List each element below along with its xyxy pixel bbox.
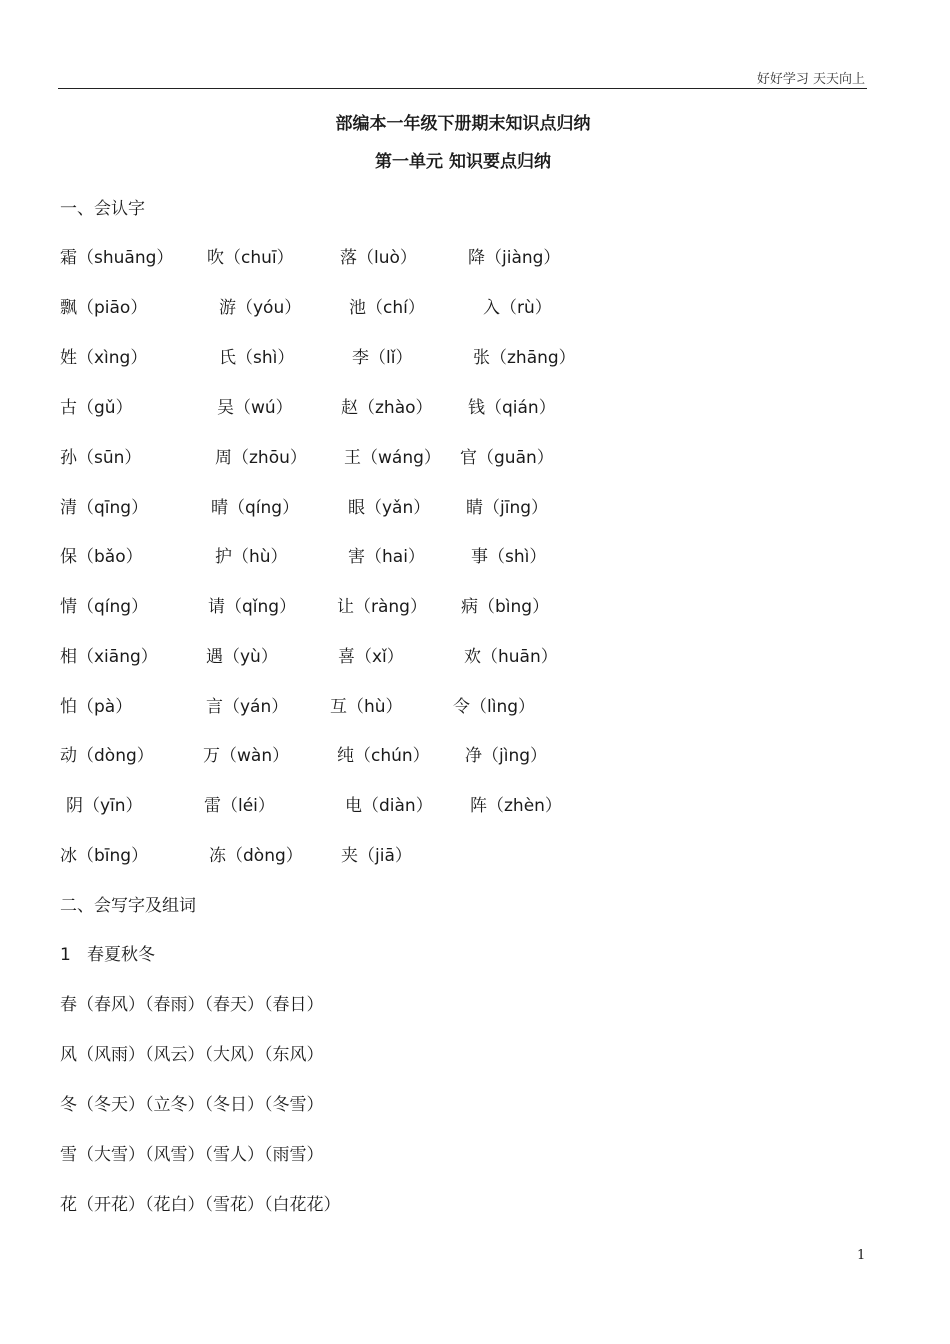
character-entry: 夹（jiā） <box>341 846 412 866</box>
character-entry: 情（qíng） <box>60 597 149 617</box>
character-entry: 降（jiàng） <box>468 248 561 268</box>
word-row: 花（开花）（花白）（雪花）（白花花） <box>60 1195 341 1215</box>
character-row <box>0 741 950 771</box>
character-entry: 池（chí） <box>349 298 425 318</box>
character-entry: 吴（wú） <box>217 398 293 418</box>
character-row <box>0 493 950 523</box>
character-entry: 阴（yīn） <box>66 796 143 816</box>
page-header <box>58 66 867 89</box>
character-entry: 睛（jīng） <box>466 498 549 518</box>
character-entry: 霜（shuāng） <box>60 248 174 268</box>
character-row <box>0 692 950 722</box>
character-entry: 钱（qián） <box>468 398 556 418</box>
character-entry: 万（wàn） <box>203 746 290 766</box>
character-entry: 孙（sūn） <box>60 448 142 468</box>
character-entry: 请（qǐng） <box>208 597 297 617</box>
character-entry: 病（bìng） <box>461 597 550 617</box>
section-heading-write: 二、会写字及组词 <box>60 896 196 916</box>
character-entry: 吹（chuī） <box>207 248 294 268</box>
word-row: 冬（冬天）（立冬）（冬日）（冬雪） <box>60 1095 324 1115</box>
character-entry: 氏（shì） <box>219 348 295 368</box>
unit-subtitle: 第一单元 知识要点归纳 <box>375 152 551 172</box>
character-row <box>0 592 950 622</box>
character-entry: 保（bǎo） <box>60 547 143 567</box>
character-entry: 张（zhāng） <box>473 348 576 368</box>
character-entry: 电（diàn） <box>345 796 433 816</box>
character-entry: 纯（chún） <box>337 746 430 766</box>
header-motto: 好好学习 天天向上 <box>756 72 865 87</box>
character-entry: 净（jìng） <box>465 746 548 766</box>
character-entry: 官（guān） <box>460 448 554 468</box>
character-entry: 游（yóu） <box>219 298 302 318</box>
section-heading-recognize: 一、会认字 <box>60 199 145 219</box>
character-row <box>0 243 950 273</box>
character-row <box>0 841 950 871</box>
word-row: 春（春风）（春雨）（春天）（春日） <box>60 995 324 1015</box>
character-entry: 让（ràng） <box>337 597 427 617</box>
page-number: 1 <box>857 1248 866 1263</box>
lesson-title: 1 春夏秋冬 <box>60 945 156 965</box>
character-entry: 动（dòng） <box>60 746 154 766</box>
character-entry: 冻（dòng） <box>209 846 303 866</box>
character-entry: 冰（bīng） <box>60 846 149 866</box>
character-entry: 古（gǔ） <box>60 398 133 418</box>
character-entry: 入（rù） <box>483 298 552 318</box>
word-row: 风（风雨）（风云）（大风）（东风） <box>60 1045 324 1065</box>
character-row <box>0 542 950 572</box>
character-row <box>0 293 950 323</box>
character-entry: 飘（piāo） <box>60 298 148 318</box>
character-entry: 令（lìng） <box>453 697 536 717</box>
character-row <box>0 393 950 423</box>
character-entry: 赵（zhào） <box>341 398 433 418</box>
character-entry: 周（zhōu） <box>215 448 307 468</box>
character-entry: 王（wáng） <box>344 448 441 468</box>
character-entry: 阵（zhèn） <box>470 796 562 816</box>
document-title: 部编本一年级下册期末知识点归纳 <box>335 114 591 134</box>
character-entry: 雷（léi） <box>204 796 275 816</box>
character-entry: 晴（qíng） <box>211 498 300 518</box>
character-row <box>0 642 950 672</box>
character-entry: 李（lǐ） <box>352 348 413 368</box>
character-entry: 落（luò） <box>340 248 417 268</box>
character-entry: 事（shì） <box>471 547 547 567</box>
character-entry: 姓（xìng） <box>60 348 148 368</box>
character-entry: 言（yán） <box>206 697 289 717</box>
character-row <box>0 343 950 373</box>
character-entry: 害（hai） <box>348 547 425 567</box>
character-entry: 喜（xǐ） <box>338 647 404 667</box>
character-entry: 清（qīng） <box>60 498 149 518</box>
character-entry: 怕（pà） <box>60 697 133 717</box>
word-row: 雪（大雪）（风雪）（雪人）（雨雪） <box>60 1145 324 1165</box>
character-row <box>0 791 950 821</box>
character-entry: 互（hù） <box>330 697 403 717</box>
character-entry: 护（hù） <box>215 547 288 567</box>
character-entry: 遇（yù） <box>206 647 278 667</box>
character-row <box>0 443 950 473</box>
character-entry: 眼（yǎn） <box>348 498 431 518</box>
character-entry: 相（xiāng） <box>60 647 158 667</box>
character-entry: 欢（huān） <box>464 647 558 667</box>
